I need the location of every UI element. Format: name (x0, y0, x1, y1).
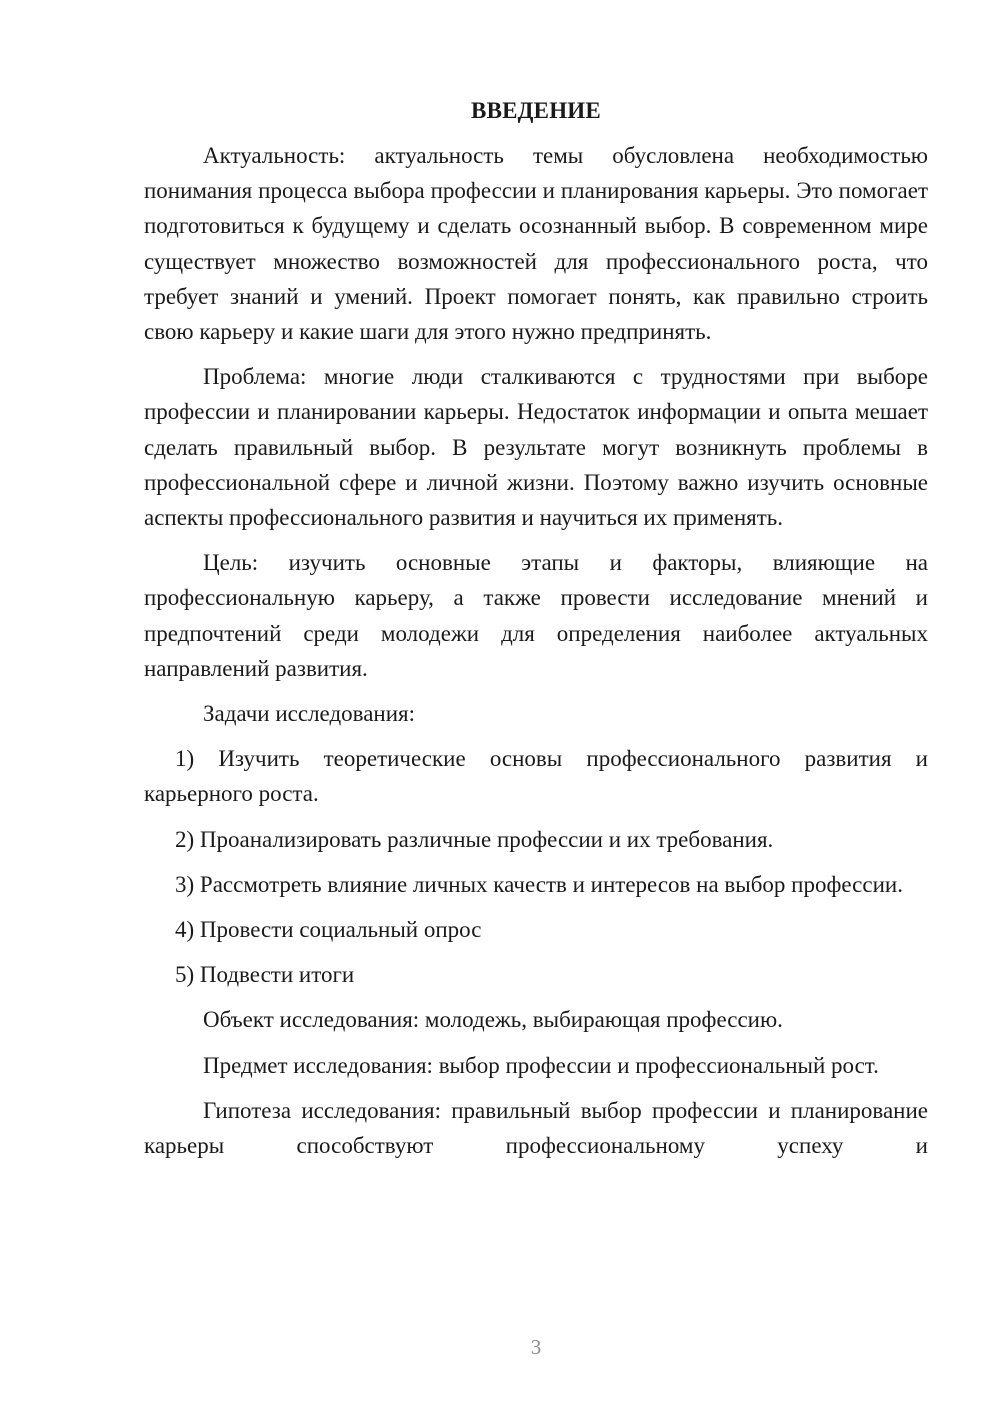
section-title: ВВЕДЕНИЕ (471, 98, 601, 123)
task-item-3: 3) Рассмотреть влияние личных качеств и интересов на выбор профессии. (175, 871, 903, 897)
page-content (144, 96, 928, 1173)
subject-paragraph: Предмет исследования: выбор профессии и профессиональный рост. (203, 1052, 879, 1078)
page-number: 3 (530, 1335, 542, 1359)
task-item-5: 5) Подвести итоги (175, 962, 355, 988)
goal-paragraph: Цель: изучить основные этапы и факторы, влияющие на профессиональную карьеру, а также провести исследование мнений и предпочтений среди молодежи для определения наиболее актуальных направлений развития. (144, 550, 928, 681)
task-item-4: 4) Провести социальный опрос (175, 917, 482, 943)
relevance-paragraph: Актуальность: актуальность темы обусловлена необходимостью понимания процесса выбора профессии и планирования карьеры. Это помогает подготовиться к будущему и сделать осознанный выбор. В современном мире существует множество возможностей для профессионального роста, что требует знаний и умений. Проект помогает понять, как правильно строить свою карьеру и какие шаги для этого нужно предпринять. (144, 143, 928, 345)
tasks-heading: Задачи исследования: (203, 701, 416, 727)
task-item-1: 1) Изучить теоретические основы профессионального развития и карьерного роста. (144, 746, 928, 807)
task-item-2: 2) Проанализировать различные профессии и их требования. (175, 826, 774, 852)
problem-paragraph: Проблема: многие люди сталкиваются с трудностями при выборе профессии и планировании карьеры. Недостаток информации и опыта мешает сделать правильный выбор. В результате могут возникнуть проблемы в профессиональной сфере и личной жизни. Поэтому важно изучить основные аспекты профессионального развития и научиться их применять. (144, 364, 928, 531)
object-paragraph: Объект исследования: молодежь, выбирающая профессию. (203, 1007, 783, 1033)
hypothesis-paragraph: Гипотеза исследования: правильный выбор профессии и планирование карьеры способствуют профессиональному успеху и (144, 1097, 928, 1159)
